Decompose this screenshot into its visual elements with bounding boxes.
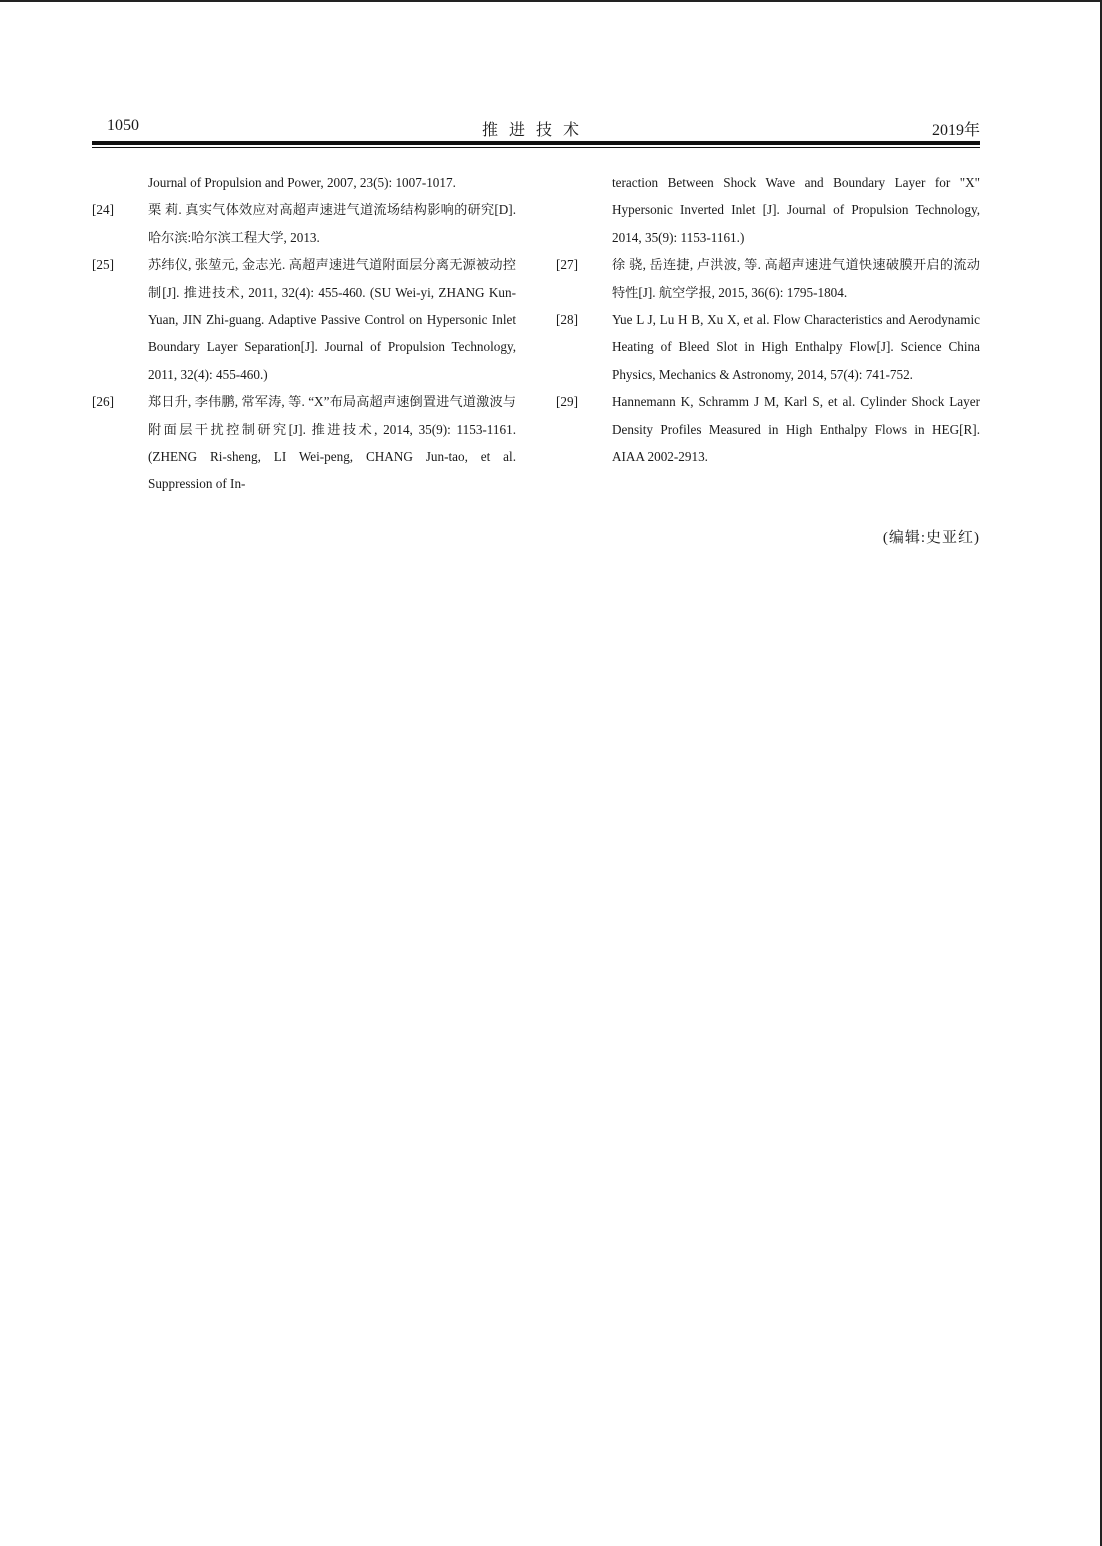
reference-tag: [27] <box>556 257 578 273</box>
running-header <box>92 117 980 141</box>
editor-credit: (编辑:史亚红) <box>882 530 980 546</box>
reference-text: 郑日升, 李伟鹏, 常军涛, 等. “X”布局高超声速倒置进气道激波与附面层干扰控制研究[J]. 推进技术, 2014, 35(9): 1153-1161. (ZHENG Ri-sheng, LI Wei-peng, CHANG Jun-tao, et al. Suppression of In- <box>148 394 516 492</box>
references-right-column <box>556 169 980 470</box>
header-rule-thin <box>92 147 980 148</box>
reference-continuation: Journal of Propulsion and Power, 2007, 23(5): 1007-1017. <box>148 175 456 190</box>
reference-item-25 <box>92 251 516 388</box>
header-rule-thick <box>92 141 980 145</box>
reference-continuation: teraction Between Shock Wave and Boundary Layer for "X" Hypersonic Inverted Inlet [J]. Journal of Propulsion Technology, 2014, 35(9): 1153-1161.) <box>612 175 980 245</box>
reference-text: Yue L J, Lu H B, Xu X, et al. Flow Characteristics and Aerodynamic Heating of Bleed Slot in High Enthalpy Flow[J]. Science China Physics, Mechanics & Astronomy, 2014, 57(4): 741-752. <box>612 312 980 382</box>
reference-item-24 <box>92 196 516 251</box>
reference-text: 栗 莉. 真实气体效应对高超声速进气道流场结构影响的研究[D]. 哈尔滨:哈尔滨工程大学, 2013. <box>148 202 516 245</box>
journal-title: 推进技术 <box>481 122 590 139</box>
reference-text: 徐 骁, 岳连捷, 卢洪波, 等. 高超声速进气道快速破膜开启的流动特性[J]. 航空学报, 2015, 36(6): 1795-1804. <box>612 257 980 300</box>
reference-item-27 <box>556 251 980 306</box>
reference-item-29 <box>556 388 980 470</box>
reference-tag: [25] <box>92 257 114 273</box>
reference-text: 苏纬仪, 张堃元, 金志光. 高超声速进气道附面层分离无源被动控制[J]. 推进技术, 2011, 32(4): 455-460. (SU Wei-yi, ZHANG Kun-Yuan, JIN Zhi-guang. Adaptive Passive Control on Hypersonic Inlet Boundary Layer Separation[J]. Journal of Propulsion Technology, 2011, 32(4): 455-460.) <box>148 257 516 382</box>
publication-year: 2019年 <box>931 122 980 139</box>
reference-item-26 <box>92 388 516 498</box>
reference-tag: [26] <box>92 394 114 410</box>
reference-tag: [24] <box>92 202 114 218</box>
reference-tag: [28] <box>556 312 578 328</box>
references-left-column <box>92 169 516 498</box>
reference-item-28 <box>556 306 980 388</box>
page-border-top <box>0 0 1102 2</box>
page-number: 1050 <box>107 117 139 134</box>
reference-tag: [29] <box>556 394 578 410</box>
reference-text: Hannemann K, Schramm J M, Karl S, et al. Cylinder Shock Layer Density Profiles Measured in High Enthalpy Flows in HEG[R]. AIAA 2002-2913. <box>612 394 980 465</box>
